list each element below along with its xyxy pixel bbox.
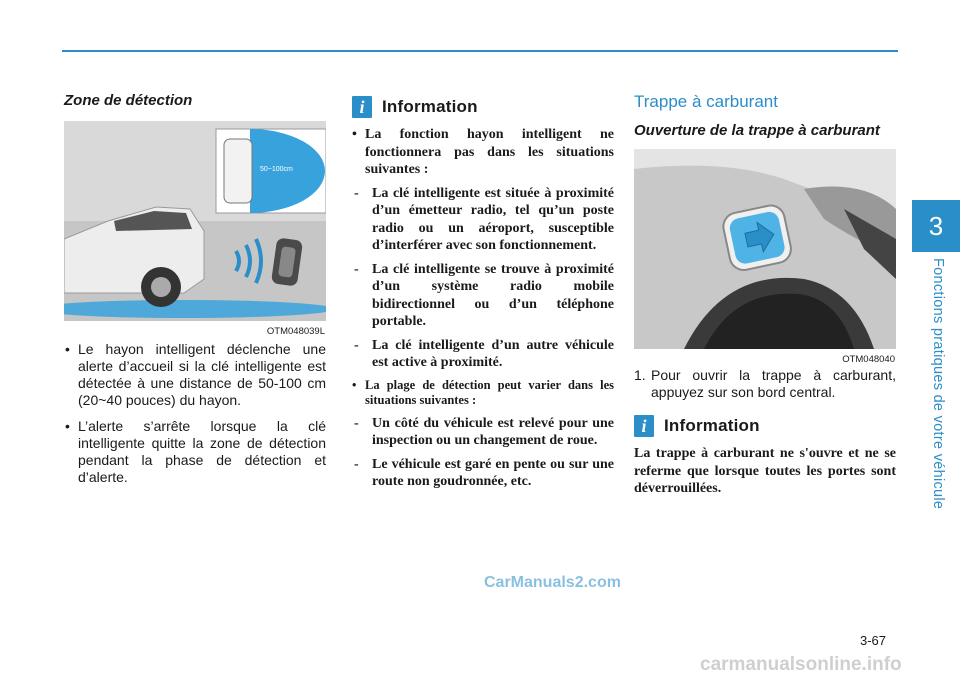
info-bullet: • La plage de détection peut varier dans les situations suivantes : bbox=[352, 378, 614, 409]
info-header bbox=[634, 415, 896, 437]
info-dash-item: - La clé intelligente est située à proximité d’un émetteur radio, tel qu’un poste radio ou un aéroport, susceptible d’interférer avec son fonctionnement. bbox=[352, 185, 614, 255]
info-icon: i bbox=[634, 415, 654, 437]
info-title: Information bbox=[664, 416, 760, 435]
subheading: Ouverture de la trappe à carburant bbox=[634, 122, 880, 139]
column-fuel-door bbox=[634, 92, 896, 498]
detection-illustration bbox=[64, 121, 326, 321]
figure-code: OTM048040 bbox=[842, 354, 895, 365]
step-item bbox=[634, 367, 896, 401]
detection-figure bbox=[64, 121, 326, 337]
info-header bbox=[352, 96, 614, 118]
detection-bullets bbox=[64, 341, 326, 486]
page-number: 3-67 bbox=[860, 633, 887, 648]
info-bullet: • La fonction hayon intelligent ne fonctionnera pas dans les situations suivantes : bbox=[352, 126, 614, 179]
chapter-number: 3 bbox=[928, 211, 944, 241]
column-information bbox=[352, 96, 614, 497]
column-detection-zone bbox=[64, 92, 326, 495]
info-dash-item: - La clé intelligente d’un autre véhicule est active à proximité. bbox=[352, 337, 614, 372]
watermark-carmanualsonline: carmanualsonline.info bbox=[700, 654, 902, 675]
step-text: Pour ouvrir la trappe à carburant, appuyez sur son bord central. bbox=[651, 367, 896, 400]
section-heading: Trappe à carburant bbox=[634, 92, 778, 111]
info-dash-item: - La clé intelligente se trouve à proximité d’un système radio mobile bidirectionnel ou d’un téléphone portable. bbox=[352, 261, 614, 331]
info-dash-item: - Un côté du véhicule est relevé pour une inspection ou un changement de roue. bbox=[352, 415, 614, 450]
info-dash-item: - Le véhicule est garé en pente ou sur une route non goudronnée, etc. bbox=[352, 456, 614, 491]
step-number: 1. bbox=[634, 367, 646, 383]
fuel-door-illustration bbox=[634, 149, 896, 349]
info-icon: i bbox=[352, 96, 372, 118]
range-label: 50~100cm bbox=[260, 166, 293, 173]
list-item: • Le hayon intelligent déclenche une alerte d’accueil si la clé intelligente est détectée à une distance de 50-100 cm (20~40 pouces) du hayon. bbox=[64, 341, 326, 409]
section-heading: Zone de détection bbox=[64, 92, 193, 109]
list-item: • L’alerte s’arrête lorsque la clé intelligente quitte la zone de détection pendant la phase de détection et d’alerte. bbox=[64, 418, 326, 486]
figure-code: OTM048039L bbox=[266, 326, 325, 337]
header-rule bbox=[62, 50, 898, 52]
watermark-carmanuals2: CarManuals2.com bbox=[484, 574, 621, 591]
fuel-door-figure bbox=[634, 149, 896, 365]
chapter-title: Fonctions pratiques de votre véhicule bbox=[930, 258, 946, 510]
info-title: Information bbox=[382, 97, 478, 116]
info-text: La trappe à carburant ne s'ouvre et ne se referme que lorsque toutes les portes sont déverrouillées. bbox=[634, 446, 896, 496]
chapter-tab bbox=[912, 200, 960, 252]
